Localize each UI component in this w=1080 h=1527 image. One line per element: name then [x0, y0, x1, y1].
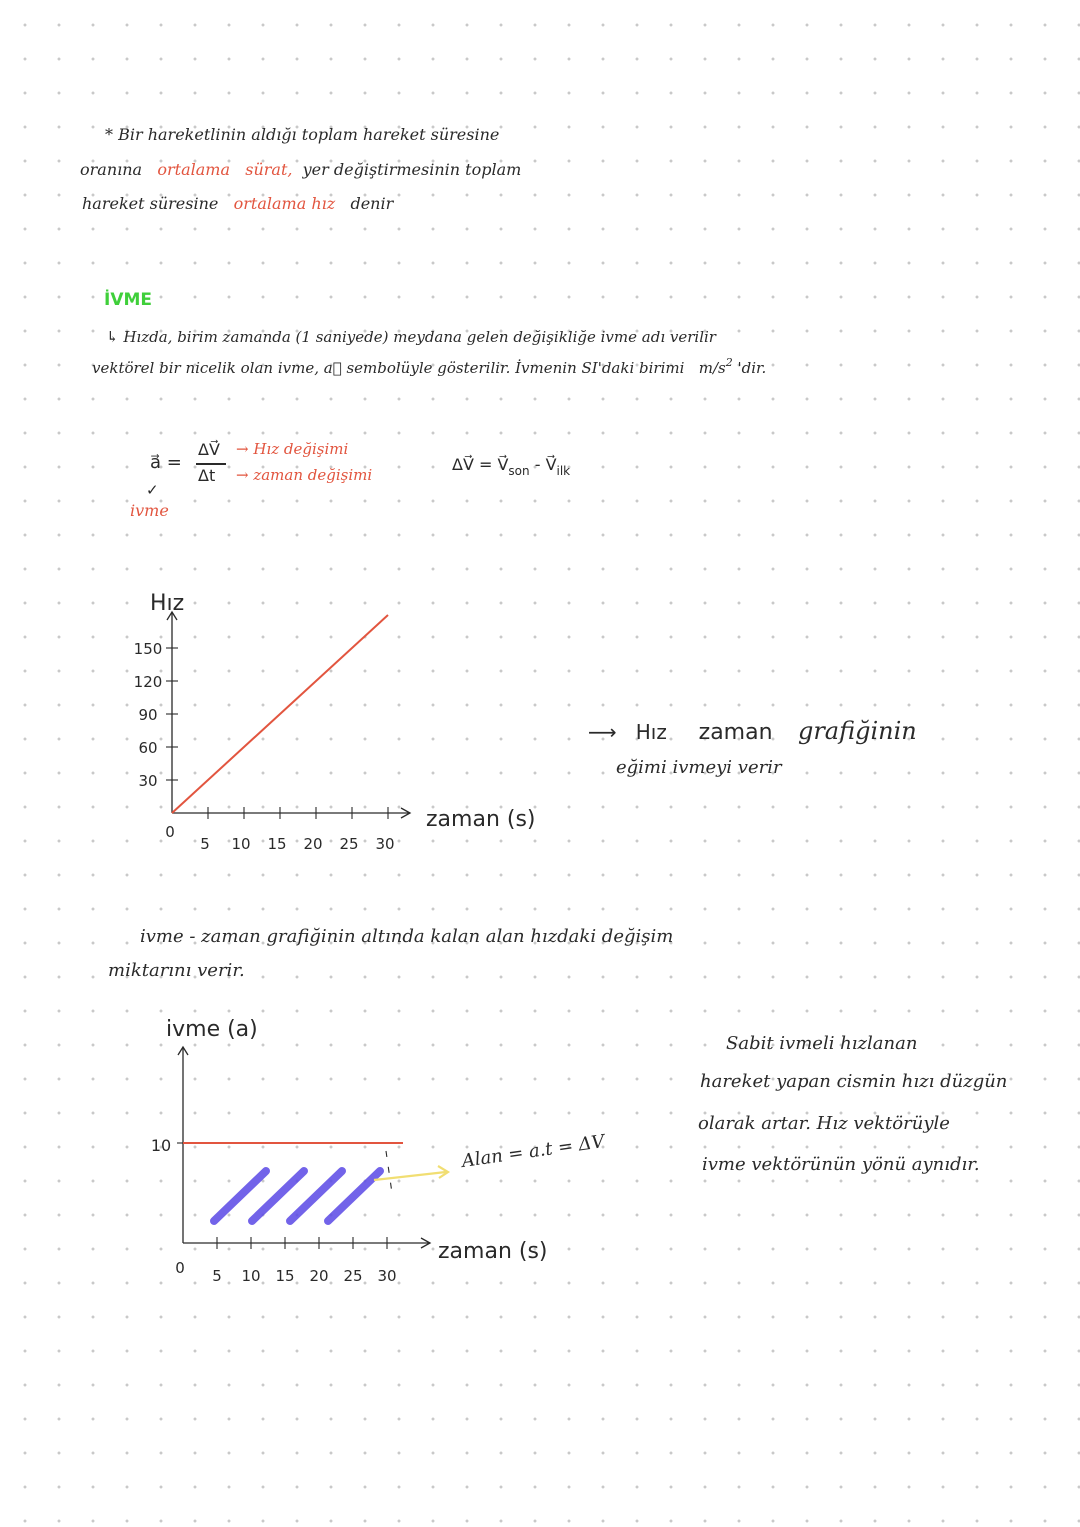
formula-a: a⃗ = [150, 452, 182, 473]
formula-note-time: → zaman değişimi [236, 466, 373, 484]
note1-hiz: Hız [635, 720, 667, 744]
note3-line-2: hareket yapan cismin hızı düzgün [700, 1071, 1008, 1092]
formula-ivme-label: ivme [130, 501, 169, 520]
chart2-annotation-pointer [374, 1172, 446, 1180]
intro-line-2-d: yer değiştirmesinin toplam [302, 160, 522, 179]
chart1-y-tick-label: 90 [138, 706, 158, 724]
intro-surat: sürat, [245, 160, 293, 179]
chart2-x-label: zaman (s) [438, 1239, 548, 1264]
chart2-x-tick-label: 15 [275, 1267, 295, 1285]
intro-line-3-a: hareket süresine [82, 194, 219, 213]
chart2-origin-label: 0 [175, 1259, 185, 1277]
chart2-x-tick-label: 25 [343, 1267, 363, 1285]
chart2-x-tick-label: 10 [241, 1267, 261, 1285]
ivme-unit: m/s [698, 359, 726, 377]
note1-grafiginin: grafiğinin [797, 717, 917, 745]
note1-arrow: ⟶ [588, 720, 617, 744]
note2-line-1: ivme - zaman grafiğinin altında kalan alan hızdaki değişim [140, 926, 674, 947]
chart1-x-tick-label: 20 [303, 835, 323, 853]
chart2-y-tick-label: 10 [150, 1136, 172, 1155]
chart1-origin-label: 0 [165, 823, 175, 841]
note1-line-2: eğimi ivmeyi verir [616, 757, 782, 778]
formula-numerator: ΔV⃗ [198, 440, 220, 459]
chart2-area-annotation: Alan = a.t = ΔV [460, 1131, 606, 1172]
chart1-y-tick-label: 60 [138, 739, 158, 757]
formula-minus: - V⃗ [529, 455, 557, 474]
chart1-x-tick-label: 15 [267, 835, 287, 853]
note2-line-2: miktarını verir. [108, 960, 245, 981]
intro-line-2-a: oranına [80, 160, 143, 179]
chart1-x-label: zaman (s) [426, 807, 536, 832]
formula-note-velocity: → Hız değişimi [236, 440, 349, 458]
ivme-heading: İVME [104, 290, 153, 310]
ivme-unit-suffix: 'dir. [737, 359, 767, 377]
intro-ortalama: ortalama [157, 160, 230, 179]
chart2-area-boundary [386, 1151, 392, 1193]
intro-ortalama-hiz: ortalama hız [233, 194, 336, 213]
formula-son: son [508, 464, 530, 478]
intro-line-3-c: denir [350, 194, 394, 213]
chart1-x-tick-label: 5 [200, 835, 210, 853]
chart1-y-tick-label: 30 [138, 772, 158, 790]
chart1-x-tick-label: 30 [375, 835, 395, 853]
chart2-y-label: ivme (a) [166, 1017, 258, 1042]
chart1-x-tick-label: 10 [231, 835, 251, 853]
formula-delta-v-main: ΔV⃗ = V⃗ [452, 455, 509, 474]
note3-line-4: ivme vektörünün yönü aynıdır. [702, 1154, 980, 1175]
chart1-x-tick-label: 25 [339, 835, 359, 853]
chart2-x-tick-label: 30 [377, 1267, 397, 1285]
ivme-unit-exponent: 2 [725, 356, 733, 369]
formula-ilk: ilk [556, 464, 571, 478]
chart1-y-label: Hız [150, 591, 185, 616]
chart2-x-tick-label: 20 [309, 1267, 329, 1285]
chart1-y-tick-label: 150 [133, 640, 163, 658]
ivme-definition-1: ↳ Hızda, birim zamanda (1 saniyede) meydana gelen değişikliğe ivme adı verilir [106, 328, 716, 346]
intro-line-1: * Bir hareketlinin aldığı toplam hareket süresine [105, 125, 500, 144]
formula-arrow-down: ✓ [146, 481, 159, 499]
note3-line-3: olarak artar. Hız vektörüyle [698, 1113, 950, 1134]
ivme-definition-2-text: vektörel bir nicelik olan ivme, a⃗ sembolüyle gösterilir. İvmenin SI'daki birimi [92, 359, 685, 377]
note3-line-1: Sabit ivmeli hızlanan [726, 1033, 918, 1054]
formula-denominator: Δt [198, 466, 216, 485]
chart1-y-tick-label: 120 [133, 673, 163, 691]
note1-zaman: zaman [698, 720, 773, 745]
chart2-x-tick-label: 5 [212, 1267, 222, 1285]
